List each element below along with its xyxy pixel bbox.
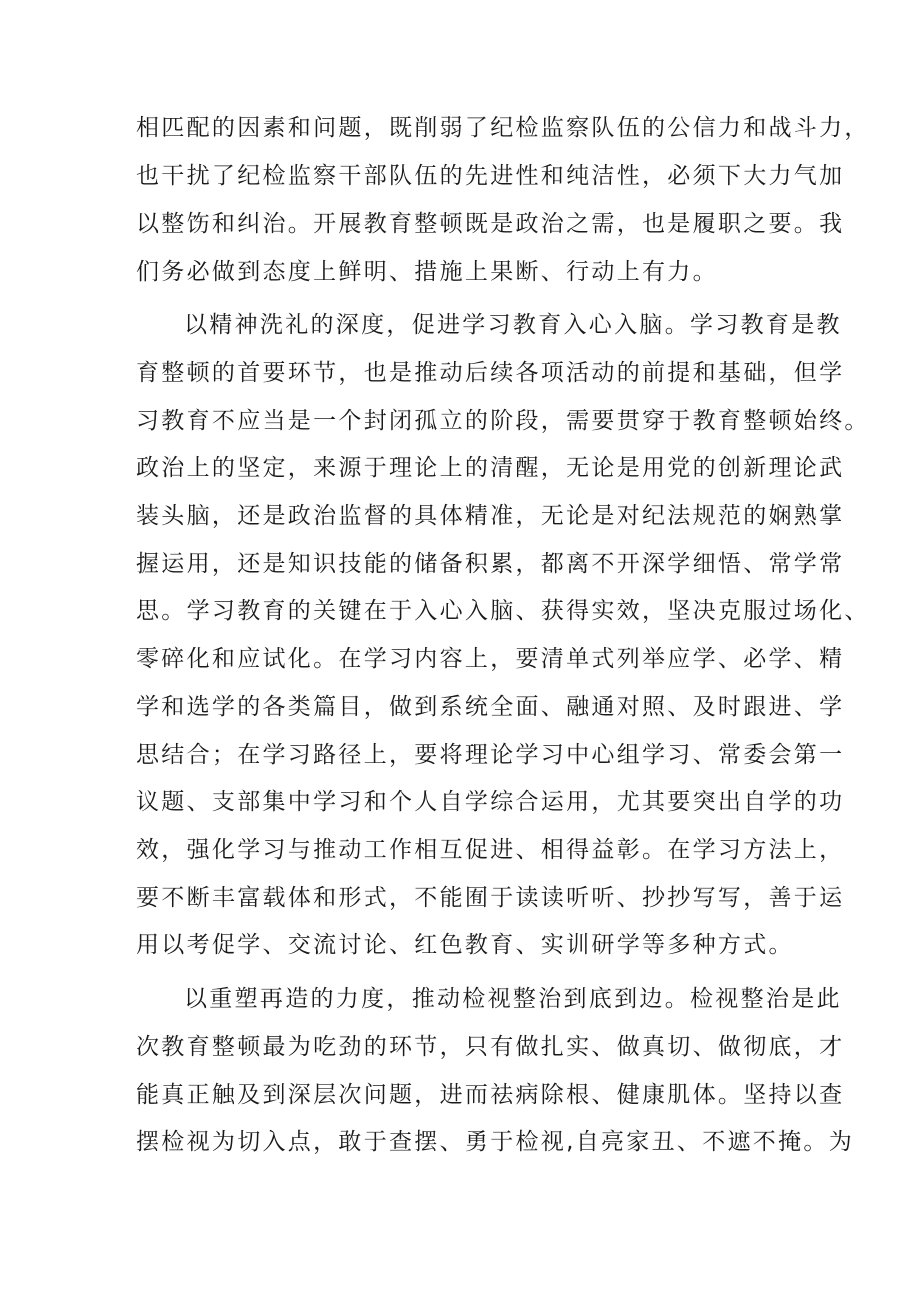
paragraph-2-line-6: 握运用，还是知识技能的储备积累，都离不开深学细悟、常学常 xyxy=(136,551,845,577)
paragraph-2-line-1: 以精神洗礼的深度，促进学习教育入心入脑。学习教育是教 xyxy=(184,312,842,338)
paragraph-1-line-2: 也干扰了纪检监察干部队伍的先进性和纯洁性，必须下大力气加 xyxy=(136,163,845,189)
paragraph-2-line-2: 育整顿的首要环节，也是推动后续各项活动的前提和基础，但学 xyxy=(136,360,845,386)
paragraph-2-line-14: 用以考促学、交流讨论、红色教育、实训研学等多种方式。 xyxy=(136,932,794,958)
paragraph-3-line-2: 次教育整顿最为吃劲的环节，只有做扎实、做真切、做彻底，才 xyxy=(136,1034,845,1060)
paragraph-2-line-3: 习教育不应当是一个封闭孤立的阶段，需要贯穿于教育整顿始终。 xyxy=(136,408,870,434)
paragraph-2-line-7: 思。学习教育的关键在于入心入脑、获得实效，坚决克服过场化、 xyxy=(136,598,870,624)
paragraph-3-line-4: 摆检视为切入点，敢于查摆、勇于检视,自亮家丑、不遮不掩。为 xyxy=(136,1129,855,1155)
paragraph-1-line-3: 以整饬和纠治。开展教育整顿既是政治之需，也是履职之要。我 xyxy=(136,211,845,237)
paragraph-2-line-10: 思结合；在学习路径上，要将理论学习中心组学习、常委会第一 xyxy=(136,742,845,768)
paragraph-1-line-4: 们务必做到态度上鲜明、措施上果断、行动上有力。 xyxy=(136,259,718,285)
paragraph-1-line-1: 相匹配的因素和问题，既削弱了纪检监察队伍的公信力和战斗力， xyxy=(136,115,870,141)
paragraph-2-line-12: 效，强化学习与推动工作相互促进、相得益彰。在学习方法上， xyxy=(136,837,845,863)
paragraph-2-line-8: 零碎化和应试化。在学习内容上，要清单式列举应学、必学、精 xyxy=(136,646,845,672)
paragraph-2-line-9: 学和选学的各类篇目，做到系统全面、融通对照、及时跟进、学 xyxy=(136,694,845,720)
paragraph-2-line-5: 装头脑，还是政治监督的具体精准，无论是对纪法规范的娴熟掌 xyxy=(136,503,845,529)
paragraph-3-line-3: 能真正触及到深层次问题，进而祛病除根、健康肌体。坚持以查 xyxy=(136,1082,845,1108)
paragraph-2-line-4: 政治上的坚定，来源于理论上的清醒，无论是用党的创新理论武 xyxy=(136,455,845,481)
paragraph-2-line-11: 议题、支部集中学习和个人自学综合运用，尤其要突出自学的功 xyxy=(136,789,845,815)
paragraph-2-line-13: 要不断丰富载体和形式，不能囿于读读听听、抄抄写写，善于运 xyxy=(136,885,845,911)
paragraph-3-line-1: 以重塑再造的力度，推动检视整治到底到边。检视整治是此 xyxy=(184,986,842,1012)
